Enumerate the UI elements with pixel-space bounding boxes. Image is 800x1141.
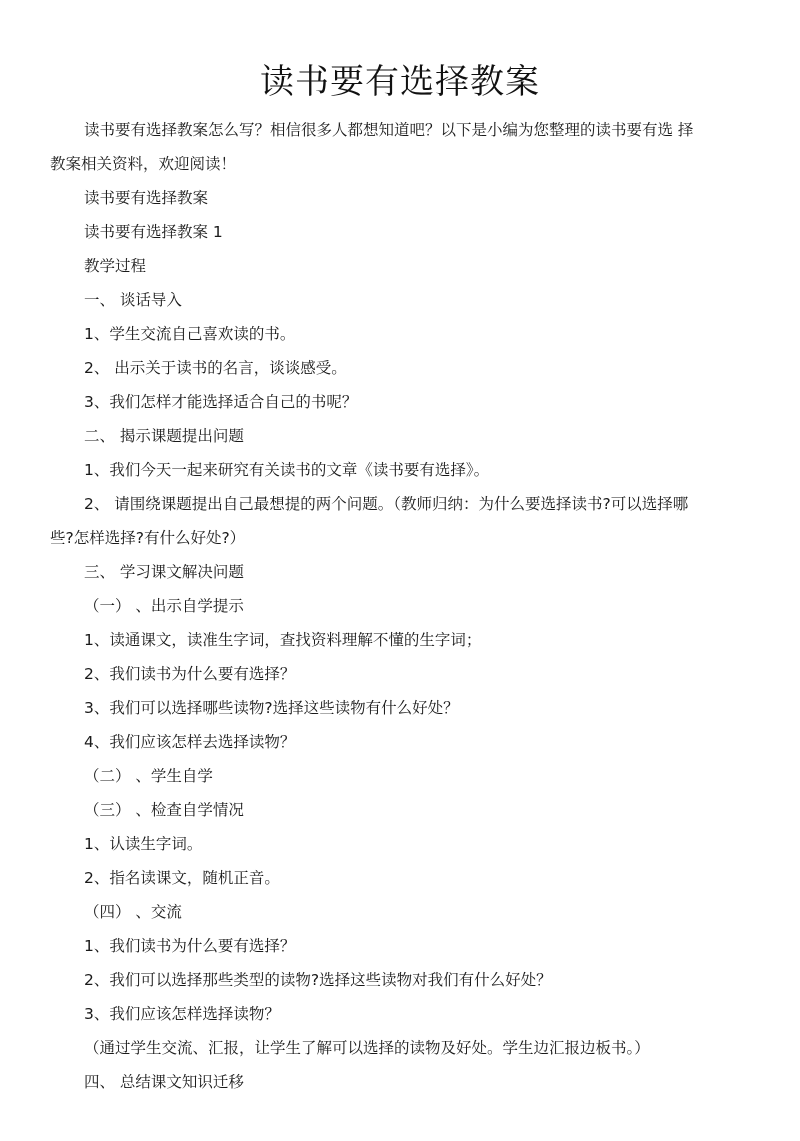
list-item: 1、学生交流自己喜欢读的书。 (84, 325, 296, 343)
part-four-heading: 四、 总结课文知识迁移 (84, 1073, 244, 1091)
section-subheading: 读书要有选择教案 1 (84, 223, 223, 241)
list-item: 2、我们可以选择那些类型的读物?选择这些读物对我们有什么好处？ (84, 971, 552, 989)
part-three-heading: 三、 学习课文解决问题 (84, 563, 244, 581)
page-title: 读书要有选择教案 (260, 62, 540, 102)
part-two-heading: 二、 揭示课题提出问题 (84, 427, 244, 445)
question-line-1: 2、 请围绕课题提出自己最想提的两个问题。（教师归纳：为什么要选择读书?可以选择哪 (84, 495, 689, 513)
intro-line-2: 教案相关资料，欢迎阅读！ (50, 155, 237, 173)
part-one-heading: 一、 谈话导入 (84, 291, 182, 309)
list-item: 2、 出示关于读书的名言，谈谈感受。 (84, 359, 347, 377)
list-item: 1、我们读书为什么要有选择？ (84, 937, 296, 955)
question-paragraph (50, 487, 750, 555)
subsection-heading: （一） 、出示自学提示 (84, 597, 244, 615)
question-line-2: 些?怎样选择?有什么好处?） (50, 529, 246, 547)
list-item: 2、我们读书为什么要有选择？ (84, 665, 296, 683)
list-item: 1、我们今天一起来研究有关读书的文章《读书要有选择》。 (84, 461, 490, 479)
subsection-heading: （三） 、检查自学情况 (84, 801, 244, 819)
list-item: 3、我们怎样才能选择适合自己的书呢？ (84, 393, 358, 411)
intro-paragraph (50, 113, 750, 181)
list-item: 3、我们可以选择哪些读物?选择这些读物有什么好处？ (84, 699, 459, 717)
intro-line-1: 读书要有选择教案怎么写？相信很多人都想知道吧？以下是小编为您整理的读书要有选 择 (84, 121, 694, 139)
list-item: 3、我们应该怎样选择读物？ (84, 1005, 280, 1023)
list-item: 2、指名读课文，随机正音。 (84, 869, 280, 887)
note-paragraph: （通过学生交流、汇报，让学生了解可以选择的读物及好处。学生边汇报边板书。） (84, 1039, 650, 1057)
section-heading: 读书要有选择教案 (84, 189, 209, 207)
list-item: 1、读通课文，读准生字词，查找资料理解不懂的生字词； (84, 631, 482, 649)
subsection-heading: （二） 、学生自学 (84, 767, 213, 785)
teaching-process-heading: 教学过程 (84, 257, 147, 275)
subsection-heading: （四） 、交流 (84, 903, 182, 921)
list-item: 4、我们应该怎样去选择读物？ (84, 733, 296, 751)
list-item: 1、认读生字词。 (84, 835, 203, 853)
